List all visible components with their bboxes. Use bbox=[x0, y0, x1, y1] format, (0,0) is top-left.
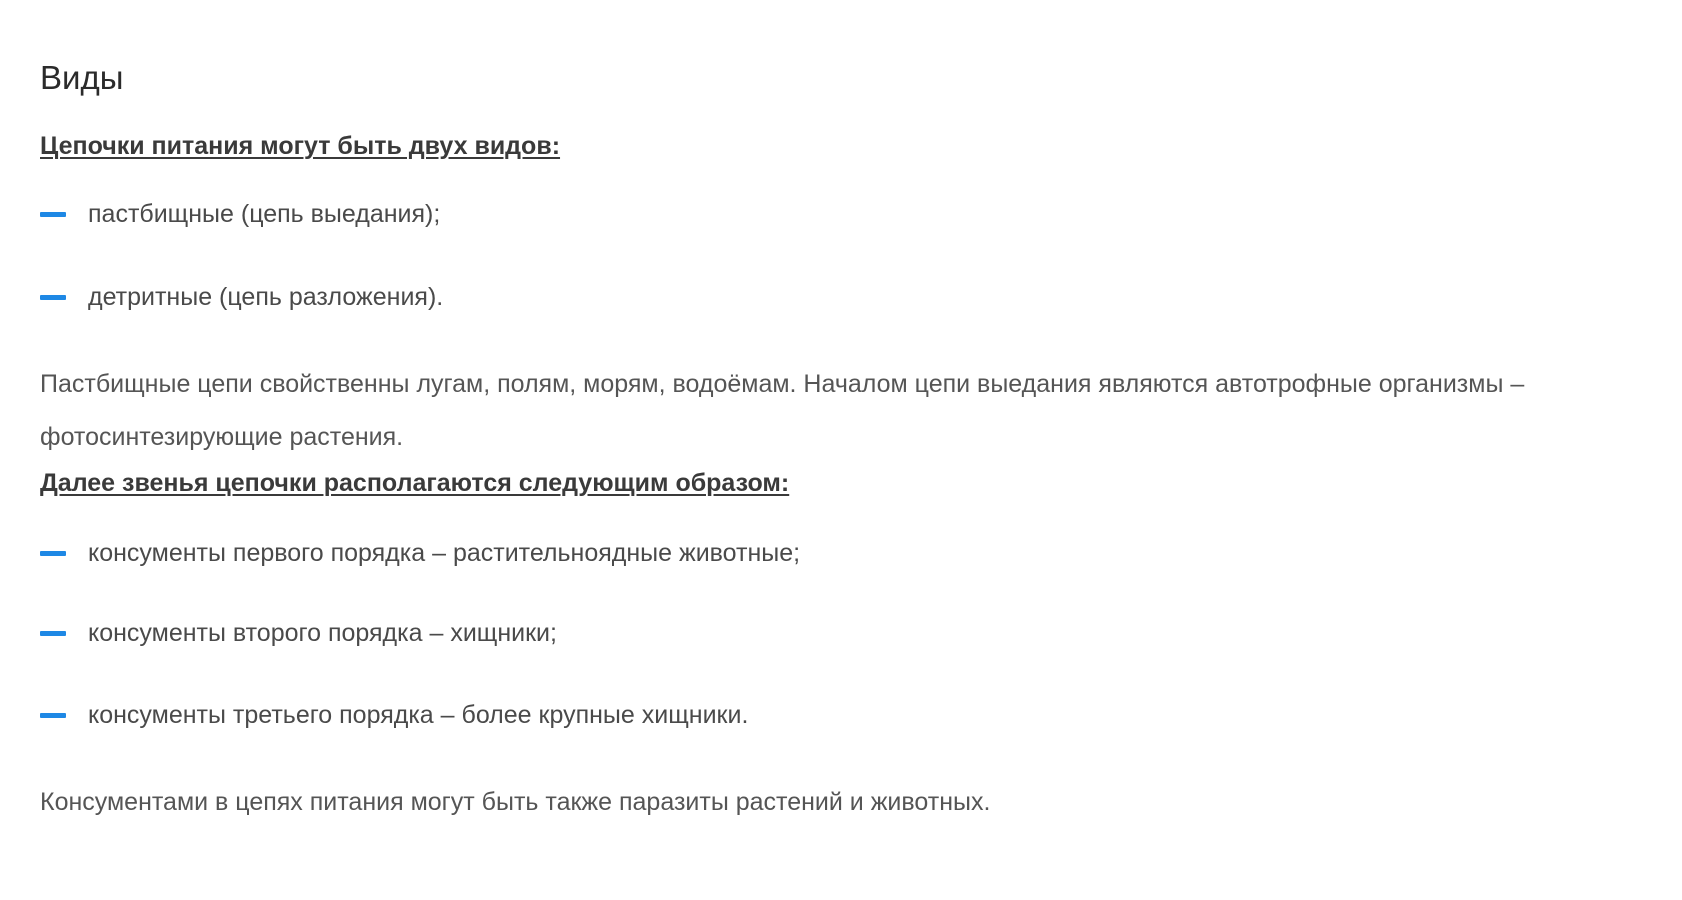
list-item bbox=[40, 617, 557, 649]
list-item-text: консументы третьего порядка – более крупные хищники. bbox=[88, 701, 749, 729]
dash-bullet-icon bbox=[40, 631, 66, 636]
list-item bbox=[40, 537, 800, 569]
list-item-text: пастбищные (цепь выедания); bbox=[88, 200, 441, 228]
list-item-text: детритные (цепь разложения). bbox=[88, 283, 444, 311]
section-title: Виды bbox=[40, 59, 124, 96]
types-lead: Цепочки питания могут быть двух видов: bbox=[40, 132, 561, 160]
dash-bullet-icon bbox=[40, 295, 66, 300]
links-lead: Далее звенья цепочки располагаются следующим образом: bbox=[40, 469, 790, 497]
list-item bbox=[40, 699, 748, 731]
grazing-paragraph: Пастбищные цепи свойственны лугам, полям, морям, водоёмам. Началом цепи выедания являются автотрофные организмы – фотосинтезирующие растения. bbox=[40, 370, 1525, 451]
list-item-text: консументы второго порядка – хищники; bbox=[88, 619, 557, 647]
dash-bullet-icon bbox=[40, 551, 66, 556]
dash-bullet-icon bbox=[40, 212, 66, 217]
list-item bbox=[40, 198, 440, 230]
closing-paragraph: Консументами в цепях питания могут быть также паразиты растений и животных. bbox=[40, 788, 991, 816]
list-item-text: консументы первого порядка – растительноядные животные; bbox=[88, 539, 801, 567]
list-item bbox=[40, 281, 443, 313]
dash-bullet-icon bbox=[40, 713, 66, 718]
